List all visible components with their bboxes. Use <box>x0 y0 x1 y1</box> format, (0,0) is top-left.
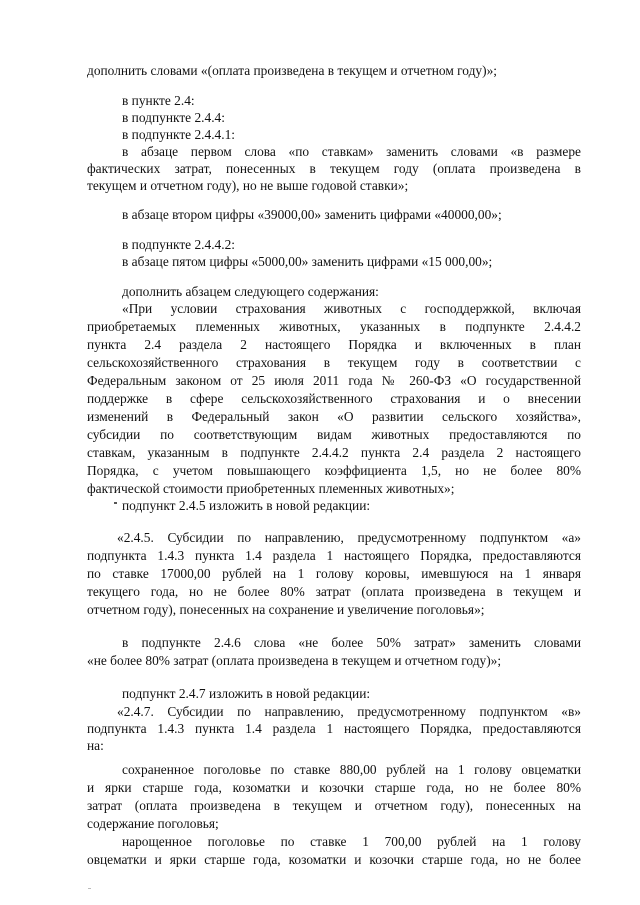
text-line: сельскохозяйственного страхования в текущем году в соответствии с <box>87 355 581 370</box>
text-line: содержание поголовья; <box>87 816 219 831</box>
text-line: сохраненное поголовье по ставке 880,00 рублей на 1 голову овцематки <box>122 762 581 777</box>
text-line: в подпункте 2.4.4: <box>122 110 225 125</box>
text-line: «не более 80% затрат (оплата произведена в текущем и отчетном году)»; <box>87 653 502 668</box>
text-line: подпункт 2.4.5 изложить в новой редакции: <box>122 498 371 513</box>
text-line: изменений в Федеральный закон «О развитии сельского хозяйства», <box>87 409 581 424</box>
text-line: в абзаце пятом цифры «5000,00» заменить цифрами «15 000,00»; <box>122 254 493 269</box>
text-line: подпункт 2.4.7 изложить в новой редакции: <box>122 686 371 701</box>
text-line: дополнить абзацем следующего содержания: <box>122 284 379 299</box>
text-line: «При условии страхования животных с господдержкой, включая <box>122 301 581 316</box>
text-line: овцематки и ярки старше года, козоматки и козочки старше года, но не более <box>87 852 581 867</box>
text-line: дополнить словами «(оплата произведена в текущем и отчетном году)»; <box>87 63 497 78</box>
text-line: в пункте 2.4: <box>122 93 195 108</box>
text-line: на: <box>87 738 104 753</box>
text-line: поддержке в сфере сельскохозяйственного страхования и о внесении <box>87 391 581 406</box>
text-line: в подпункте 2.4.4.1: <box>122 127 236 142</box>
text-line: по ставке 17000,00 рублей на 1 голову коровы, имевшуюся на 1 января <box>87 566 581 581</box>
text-line: Порядка, с учетом повышающего коэффициента 1,5, но не более 80% <box>87 463 581 478</box>
text-line: Федеральным законом от 25 июля 2011 года № 260-ФЗ «О государственной <box>87 373 581 388</box>
text-line: «2.4.5. Субсидии по направлению, предусмотренному подпунктом «а» <box>117 530 581 545</box>
text-line: в абзаце первом слова «по ставкам» заменить словами «в размере <box>122 144 581 159</box>
text-line: в подпункте 2.4.6 слова «не более 50% затрат» заменить словами <box>122 635 581 650</box>
scan-mark <box>114 502 117 504</box>
text-line: субсидии по соответствующим видам животных предоставляются по <box>87 427 581 442</box>
text-line: подпункта 1.4.3 пункта 1.4 раздела 1 настоящего Порядка, предоставляются <box>87 548 581 563</box>
text-line: фактических затрат, понесенных в текущем году (оплата произведена в <box>87 161 581 176</box>
text-line: и ярки старше года, козоматки и козочки старше года, но не более 80% <box>87 780 581 795</box>
text-line: отчетном году), понесенных на сохранение и увеличение поголовья»; <box>87 602 485 617</box>
scan-speck <box>88 888 91 889</box>
text-line: фактической стоимости приобретенных племенных животных»; <box>87 481 455 496</box>
text-line: в абзаце втором цифры «39000,00» заменить цифрами «40000,00»; <box>122 207 502 222</box>
text-line: затрат (оплата произведена в текущем и отчетном году), понесенных на <box>87 798 581 813</box>
text-line: подпункта 1.4.3 пункта 1.4 раздела 1 настоящего Порядка, предоставляются <box>87 721 581 736</box>
text-line: пункта 2.4 раздела 2 настоящего Порядка и включенных в план <box>87 337 581 352</box>
text-line: приобретаемых племенных животных, указанных в подпункте 2.4.4.2 <box>87 319 581 334</box>
text-line: в подпункте 2.4.4.2: <box>122 237 236 252</box>
text-line: текущем и отчетном году), но не выше годовой ставки»; <box>87 178 409 193</box>
text-line: «2.4.7. Субсидии по направлению, предусмотренному подпунктом «в» <box>117 704 581 719</box>
text-line: текущего года, но не более 80% затрат (оплата произведена в текущем и <box>87 584 581 599</box>
text-line: ставкам, указанным в подпункте 2.4.4.2 пункта 2.4 раздела 2 настоящего <box>87 445 581 460</box>
text-line: нарощенное поголовье по ставке 1 700,00 рублей на 1 голову <box>122 834 581 849</box>
